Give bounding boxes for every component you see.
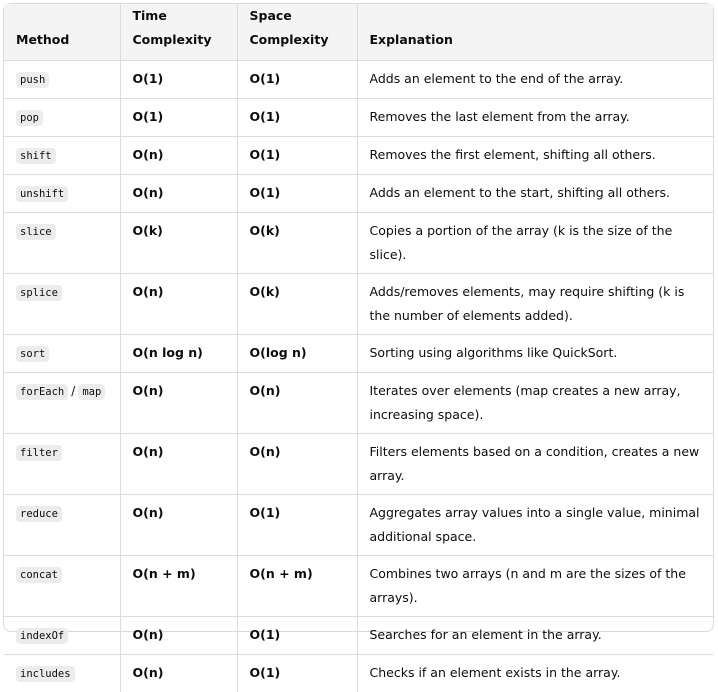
method-code: filter xyxy=(16,445,62,461)
method-code: splice xyxy=(16,285,62,301)
space-cell: O(1) xyxy=(237,655,357,692)
method-cell xyxy=(4,99,120,137)
table-row xyxy=(4,495,713,556)
table-row xyxy=(4,61,713,99)
method-cell xyxy=(4,434,120,495)
explanation-cell: Checks if an element exists in the array. xyxy=(357,655,713,692)
explanation-cell: Adds an element to the end of the array. xyxy=(357,61,713,99)
space-cell: O(k) xyxy=(237,213,357,274)
time-cell: O(n) xyxy=(120,175,237,213)
table-row xyxy=(4,137,713,175)
explanation-cell: Iterates over elements (map creates a new array, increasing space). xyxy=(357,373,713,434)
table-row xyxy=(4,213,713,274)
complexity-table xyxy=(4,4,713,692)
time-cell: O(n) xyxy=(120,617,237,655)
time-cell: O(n) xyxy=(120,655,237,692)
space-cell: O(log n) xyxy=(237,335,357,373)
time-cell: O(n) xyxy=(120,137,237,175)
space-cell: O(n) xyxy=(237,373,357,434)
method-code: pop xyxy=(16,110,43,126)
space-cell: O(n) xyxy=(237,434,357,495)
method-code: indexOf xyxy=(16,628,68,644)
table-row xyxy=(4,274,713,335)
explanation-cell: Adds an element to the start, shifting all others. xyxy=(357,175,713,213)
method-code: slice xyxy=(16,224,56,240)
explanation-cell: Aggregates array values into a single value, minimal additional space. xyxy=(357,495,713,556)
method-cell xyxy=(4,373,120,434)
method-cell xyxy=(4,335,120,373)
time-cell: O(n log n) xyxy=(120,335,237,373)
time-cell: O(n) xyxy=(120,495,237,556)
method-code: unshift xyxy=(16,186,68,202)
table-row xyxy=(4,617,713,655)
header-space-complexity: Space Complexity xyxy=(237,4,357,61)
explanation-cell: Removes the first element, shifting all others. xyxy=(357,137,713,175)
table-row xyxy=(4,434,713,495)
method-cell xyxy=(4,617,120,655)
table-row xyxy=(4,655,713,692)
time-cell: O(k) xyxy=(120,213,237,274)
space-cell: O(1) xyxy=(237,495,357,556)
table-row xyxy=(4,175,713,213)
method-cell xyxy=(4,61,120,99)
table-row xyxy=(4,556,713,617)
explanation-cell: Filters elements based on a condition, creates a new array. xyxy=(357,434,713,495)
time-cell: O(1) xyxy=(120,61,237,99)
method-code: push xyxy=(16,72,49,88)
header-method: Method xyxy=(4,4,120,61)
method-cell xyxy=(4,274,120,335)
space-cell: O(1) xyxy=(237,175,357,213)
method-code: sort xyxy=(16,346,49,362)
space-cell: O(n + m) xyxy=(237,556,357,617)
time-cell: O(n + m) xyxy=(120,556,237,617)
time-cell: O(1) xyxy=(120,99,237,137)
time-cell: O(n) xyxy=(120,373,237,434)
method-cell xyxy=(4,137,120,175)
method-code: forEach xyxy=(16,384,68,400)
method-cell xyxy=(4,213,120,274)
space-cell: O(1) xyxy=(237,61,357,99)
explanation-cell: Searches for an element in the array. xyxy=(357,617,713,655)
method-separator: / xyxy=(68,384,78,398)
table-row xyxy=(4,99,713,137)
method-cell xyxy=(4,175,120,213)
method-code: includes xyxy=(16,666,75,682)
space-cell: O(1) xyxy=(237,617,357,655)
explanation-cell: Adds/removes elements, may require shifting (k is the number of elements added). xyxy=(357,274,713,335)
header-time-complexity: Time Complexity xyxy=(120,4,237,61)
explanation-cell: Combines two arrays (n and m are the sizes of the arrays). xyxy=(357,556,713,617)
explanation-cell: Copies a portion of the array (k is the size of the slice). xyxy=(357,213,713,274)
space-cell: O(1) xyxy=(237,137,357,175)
complexity-table-container xyxy=(3,3,714,632)
explanation-cell: Removes the last element from the array. xyxy=(357,99,713,137)
time-cell: O(n) xyxy=(120,274,237,335)
method-code: reduce xyxy=(16,506,62,522)
method-cell xyxy=(4,655,120,692)
header-explanation: Explanation xyxy=(357,4,713,61)
explanation-cell: Sorting using algorithms like QuickSort. xyxy=(357,335,713,373)
time-cell: O(n) xyxy=(120,434,237,495)
space-cell: O(k) xyxy=(237,274,357,335)
method-code: shift xyxy=(16,148,56,164)
method-cell xyxy=(4,495,120,556)
method-code: concat xyxy=(16,567,62,583)
header-row xyxy=(4,4,713,61)
table-row xyxy=(4,335,713,373)
space-cell: O(1) xyxy=(237,99,357,137)
method-code: map xyxy=(78,384,105,400)
table-row xyxy=(4,373,713,434)
method-cell xyxy=(4,556,120,617)
